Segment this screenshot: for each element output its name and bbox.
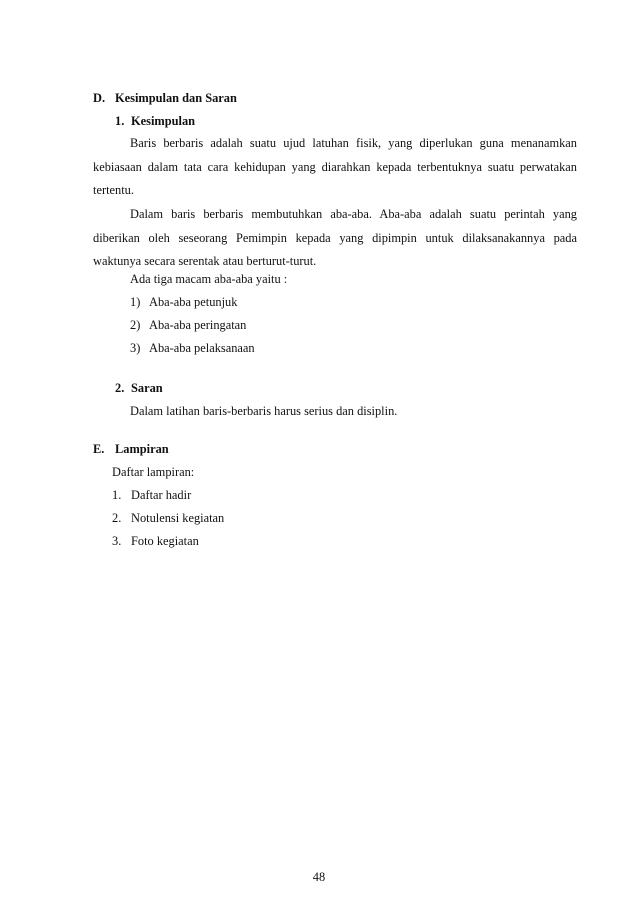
list-text: Notulensi kegiatan xyxy=(131,511,225,525)
section-d-letter: D. xyxy=(93,91,106,105)
subsection-1-number: 1. xyxy=(115,114,125,128)
list-marker: 3. xyxy=(112,534,122,548)
lampiran-item xyxy=(112,511,224,526)
subsection-1-title: Kesimpulan xyxy=(131,114,196,128)
section-e-title: Lampiran xyxy=(115,442,169,456)
subsection-saran-heading xyxy=(115,381,163,396)
lampiran-item xyxy=(112,534,199,549)
section-e-heading xyxy=(93,442,169,457)
list-marker: 2. xyxy=(112,511,122,525)
kesimpulan-paragraph-1: Baris berbaris adalah suatu ujud latuhan fisik, yang diperlukan guna menanamkan kebiasaan dalam tata cara kehidupan yang diarahkan kepada terbentuknya suatu perwatakan tertentu. xyxy=(93,136,577,197)
aba-aba-item xyxy=(130,341,255,356)
list-marker: 1. xyxy=(112,488,122,502)
list-text: Foto kegiatan xyxy=(131,534,199,548)
list-marker: 1) xyxy=(130,295,141,309)
page-number: 48 xyxy=(312,870,326,884)
saran-text: Dalam latihan baris-berbaris harus serius dan disiplin. xyxy=(130,404,398,418)
subsection-kesimpulan-heading xyxy=(115,114,195,129)
list-marker: 2) xyxy=(130,318,141,332)
subsection-2-number: 2. xyxy=(115,381,125,395)
section-d-title: Kesimpulan dan Saran xyxy=(115,91,237,105)
section-e-letter: E. xyxy=(93,442,105,456)
list-text: Aba-aba peringatan xyxy=(149,318,247,332)
list-text: Daftar hadir xyxy=(131,488,192,502)
aba-aba-item xyxy=(130,295,237,310)
list-text: Aba-aba petunjuk xyxy=(149,295,238,309)
kesimpulan-paragraph-2: Dalam baris berbaris membutuhkan aba-aba. Aba-aba adalah suatu perintah yang diberikan oleh seseorang Pemimpin kepada yang dipimpin untuk dilaksanakannya pada waktunya secara serentak atau berturut-turut. xyxy=(93,207,577,268)
lampiran-item xyxy=(112,488,191,503)
subsection-2-title: Saran xyxy=(131,381,163,395)
list-marker: 3) xyxy=(130,341,141,355)
aba-aba-item xyxy=(130,318,246,333)
list-text: Aba-aba pelaksanaan xyxy=(149,341,255,355)
section-d-heading xyxy=(93,91,237,106)
lampiran-intro: Daftar lampiran: xyxy=(112,465,195,479)
aba-aba-intro: Ada tiga macam aba-aba yaitu : xyxy=(130,272,288,286)
